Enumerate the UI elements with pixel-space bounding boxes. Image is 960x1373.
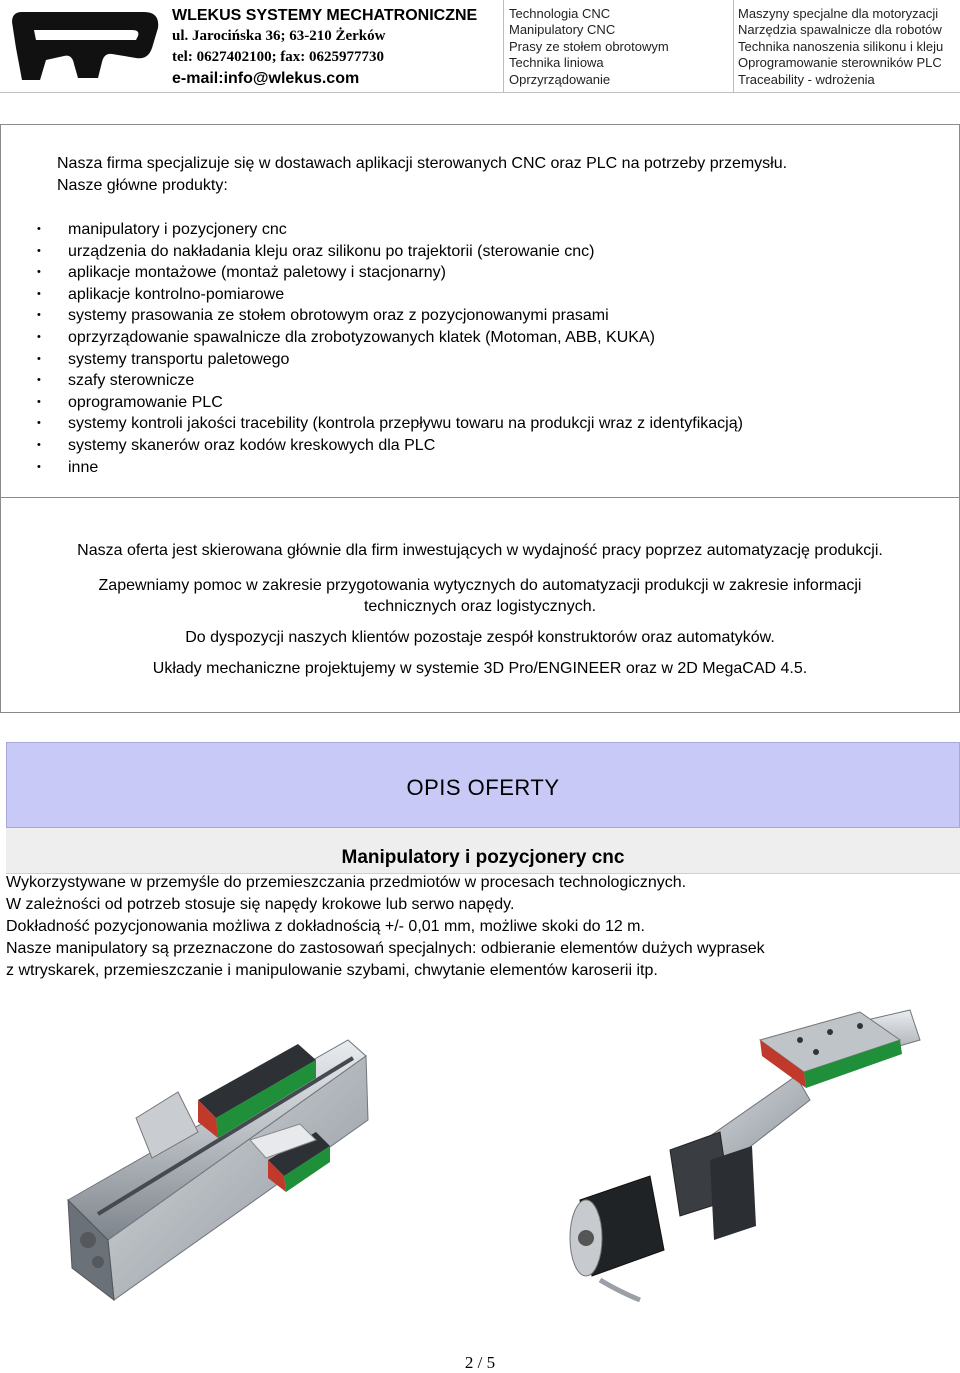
- offer-banner: [6, 742, 960, 828]
- section-title: OPIS OFERTY: [406, 775, 560, 800]
- company-info: [172, 6, 502, 90]
- service-item: Technika liniowa: [509, 55, 604, 71]
- list-item: • manipulatory i pozycjonery cnc: [37, 219, 743, 241]
- list-item: • aplikacje kontrolno-pomiarowe: [37, 284, 743, 306]
- subtitle-band: [6, 828, 960, 874]
- header-services-col1: [509, 6, 669, 88]
- list-item: • aplikacje montażowe (montaż paletowy i stacjonarny): [37, 262, 743, 284]
- description-line: z wtryskarek, przemieszczanie i manipulowanie szybami, chwytanie elementów karoserii itp.: [6, 962, 658, 979]
- offer-paragraph-3: Do dyspozycji naszych klientów pozostaje zespół konstruktorów oraz automatyków.: [185, 629, 775, 646]
- list-item: • systemy kontroli jakości tracebility (kontrola przepływu towaru na produkcji wraz z identyfikacją): [37, 413, 743, 435]
- header-divider: [503, 0, 504, 92]
- section-description: [6, 872, 946, 982]
- page-header: [0, 0, 960, 92]
- company-name: WLEKUS SYSTEMY MECHATRONICZNE: [172, 7, 478, 24]
- intro-text: [57, 153, 787, 197]
- list-item: • oprogramowanie PLC: [37, 392, 743, 414]
- service-item: Traceability - wdrożenia: [738, 71, 875, 87]
- service-item: Manipulatory CNC: [509, 22, 616, 38]
- header-divider: [733, 0, 734, 92]
- offer-paragraph-4: Układy mechaniczne projektujemy w systemie 3D Pro/ENGINEER oraz w 2D MegaCAD 4.5.: [152, 660, 808, 677]
- list-item: • urządzenia do nakładania kleju oraz silikonu po trajektorii (sterowanie cnc): [37, 241, 743, 263]
- service-item: Technologia CNC: [509, 6, 611, 21]
- description-line: Nasze manipulatory są przeznaczone do zastosowań specjalnych: odbieranie elementów dużych wyprasek: [6, 940, 765, 957]
- linear-axis-photo: [48, 1000, 466, 1302]
- stepper-axis-photo: [560, 1000, 960, 1302]
- company-address: ul. Jarocińska 36; 63-210 Żerków: [172, 28, 386, 44]
- offer-paragraph-2a: Zapewniamy pomoc w zakresie przygotowania wytycznych do automatyzacji produkcji w zakresie informacji: [98, 577, 862, 594]
- products-box: [0, 124, 960, 498]
- service-item: Technika nanoszenia silikonu i kleju: [738, 38, 944, 54]
- service-item: Oprogramowanie sterowników PLC: [738, 55, 942, 71]
- description-line: W zależności od potrzeb stosuje się napędy krokowe lub serwo napędy.: [6, 896, 515, 913]
- company-phone-fax: tel: 0627402100; fax: 0625977730: [172, 49, 385, 65]
- list-item: • oprzyrządowanie spawalnicze dla zrobotyzowanych klatek (Motoman, ABB, KUKA): [37, 327, 743, 349]
- section-subtitle: Manipulatory i pozycjonery cnc: [341, 847, 625, 868]
- company-email: e-mail:info@wlekus.com: [172, 70, 360, 87]
- intro-line-1: Nasza firma specjalizuje się w dostawach aplikacji sterowanych CNC oraz PLC na potrzeby przemysłu.: [57, 155, 788, 172]
- offer-paragraph-1: Nasza oferta jest skierowana głównie dla firm inwestujących w wydajność pracy poprzez automatyzację produkcji.: [77, 542, 883, 559]
- offer-description-section: [6, 742, 960, 980]
- list-item: • systemy skanerów oraz kodów kreskowych dla PLC: [37, 435, 743, 457]
- products-list: [37, 219, 743, 478]
- page-number: 2 / 5: [464, 1353, 496, 1372]
- list-item: • systemy transportu paletowego: [37, 349, 743, 371]
- list-item: • szafy sterownicze: [37, 370, 743, 392]
- description-line: Dokładność pozycjonowania możliwa z dokładnością +/- 0,01 mm, możliwe skoki do 12 m.: [6, 918, 645, 935]
- header-bottom-rule: [0, 92, 960, 93]
- service-item: Oprzyrządowanie: [509, 71, 611, 87]
- service-item: Prasy ze stołem obrotowym: [509, 38, 669, 54]
- service-item: Narzędzia spawalnicze dla robotów: [738, 22, 942, 38]
- list-item: • inne: [37, 457, 743, 479]
- service-item: Maszyny specjalne dla motoryzacji: [738, 6, 939, 21]
- description-line: Wykorzystywane w przemyśle do przemieszczania przedmiotów w procesach technologicznych.: [6, 874, 687, 891]
- intro-line-2: Nasze główne produkty:: [57, 177, 228, 194]
- header-services-col2: [738, 6, 943, 88]
- offer-box: [0, 497, 960, 713]
- list-item: • systemy prasowania ze stołem obrotowym oraz z pozycjonowanymi prasami: [37, 305, 743, 327]
- company-logo: [12, 8, 162, 82]
- offer-paragraph-2b: technicznych oraz logistycznych.: [363, 598, 597, 615]
